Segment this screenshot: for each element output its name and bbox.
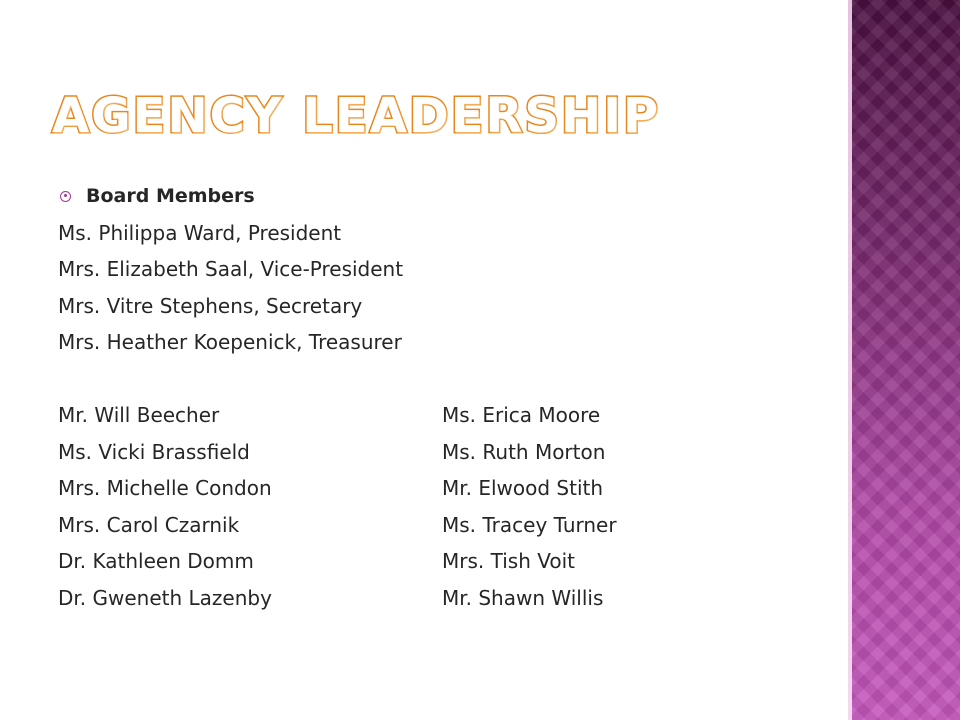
slide-title: AGENCY LEADERSHIP bbox=[52, 88, 661, 144]
member-right: Ms. Erica Moore bbox=[442, 403, 601, 427]
members-grid bbox=[58, 397, 838, 616]
section-label: Board Members bbox=[86, 185, 255, 207]
member-left: Ms. Vicki Brassfield bbox=[58, 439, 250, 464]
member-right: Ms. Ruth Morton bbox=[442, 439, 606, 464]
member-right: Mr. Elwood Stith bbox=[442, 476, 604, 500]
decorative-side-band bbox=[852, 0, 960, 720]
member-right: Mr. Shawn Willis bbox=[442, 585, 604, 610]
member-right: Ms. Tracey Turner bbox=[442, 512, 617, 537]
officer-president: Ms. Philippa Ward, President bbox=[58, 220, 342, 245]
officer-vice-president: Mrs. Elizabeth Saal, Vice-President bbox=[58, 257, 404, 281]
officer-treasurer: Mrs. Heather Koepenick, Treasurer bbox=[58, 330, 402, 354]
member-left: Dr. Gweneth Lazenby bbox=[58, 585, 272, 610]
spacer bbox=[58, 361, 838, 398]
circled-dot-bullet-icon bbox=[60, 191, 71, 202]
side-band-edge bbox=[848, 0, 852, 720]
slide-content bbox=[58, 178, 838, 616]
section-heading bbox=[58, 178, 838, 215]
member-right: Mrs. Tish Voit bbox=[442, 549, 575, 573]
member-left: Mrs. Carol Czarnik bbox=[58, 512, 240, 537]
member-left: Dr. Kathleen Domm bbox=[58, 549, 254, 573]
officer-secretary: Mrs. Vitre Stephens, Secretary bbox=[58, 293, 363, 318]
member-left: Mr. Will Beecher bbox=[58, 403, 220, 427]
member-left: Mrs. Michelle Condon bbox=[58, 476, 272, 500]
officer-list bbox=[58, 215, 838, 361]
